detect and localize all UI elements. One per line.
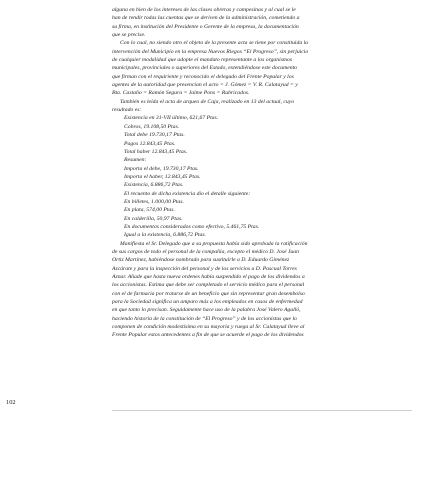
text-line: En plata, 574,00 Ptas. — [124, 207, 175, 214]
text-line: que se precise. — [112, 32, 146, 39]
text-line: han de rendir todas las cuentas que se deriven de la administración, cometiendo a — [112, 15, 300, 22]
text-line: Bta. Castaño = Ramón Segura = Jaime Pons = Rubricados. — [112, 90, 250, 97]
text-line: haciendo historia de la constitución de “El Progreso” y de los accionistas que lo — [112, 315, 297, 322]
body-text — [112, 6, 412, 340]
page-number: 102 — [6, 399, 16, 406]
text-line: Azcárate y para la inspección del personal y de los servicios a D. Pascual Torres — [112, 265, 297, 272]
text-line: alguna en bien de los intereses de las clases obreras y campesinas y al cual se le — [112, 7, 296, 13]
text-line: Total debe 19.730,17 Ptas. — [124, 132, 185, 139]
text-line: El recuento de dicha existencia dio el detalle siguiente: — [124, 190, 251, 197]
text-line: Con lo cual, no siendo otro el objeto de la presente acta se tiene por constituida la — [120, 40, 309, 47]
text-line: En calderilla, 50,97 Ptas. — [124, 215, 183, 222]
text-line: resultado es: — [112, 107, 142, 114]
text-line: También es leída el acta de arqueo de Caja, realizado en 13 del actual, cuyo — [120, 98, 295, 105]
text-line: en que tanto lo precisan. Seguidamente hace uso de la palabra José Valero Agulló, — [112, 307, 301, 314]
text-line: Existencia en 31-VII último, 621,67 Ptas. — [124, 115, 219, 122]
text-line: Importa el debe, 19.730,17 Ptas. — [124, 165, 199, 172]
text-line: Importa el haber, 12.843,45 Ptas. — [124, 173, 201, 180]
text-line: Aznar. Añade que hasta nueva ordenes había suspendido el pago de los dividendos a — [112, 274, 305, 280]
text-line: para la Sociedad significa un amparo más a los empleados en casos de enfermedad — [112, 299, 303, 306]
text-line: de cualquier modalidad que adopte el mandato representante a los organismos — [112, 57, 293, 64]
text-line: intervención del Municipio en la empresa Nuevos Riegos “El Progreso”, sin perjuicio — [112, 48, 309, 55]
text-line: con el de farmacia por tratarse de un beneficio que sin representar gran desembolso — [112, 290, 305, 297]
text-line: componen de condición modestísima en su mayoría y ruega al Sr. Calatayud lleve al — [112, 324, 305, 331]
text-line: En documentos considerados como efectivo, 5.461,75 Ptas. — [124, 223, 260, 230]
text-line: Total haber 12.843,45 Ptas. — [124, 148, 188, 155]
text-line: Cobros, 19.108,50 Ptas. — [124, 123, 180, 130]
text-line: Resumen: — [124, 157, 147, 164]
bottom-rule — [112, 410, 412, 411]
text-line: Igual a la existencia, 6.886,72 Ptas. — [124, 232, 206, 239]
text-line: que firman con el requiriente y reconocido el delegado del Frente Popular y los — [112, 73, 294, 80]
text-line: Existencia, 6.886,72 Ptas. — [124, 182, 184, 189]
text-line: municipales, provinciales o superiores del Estado, extendiéndose este documento — [112, 65, 298, 72]
text-line: Frente Popular estos antecedentes a fin de que se acuerde el pago de los dividendos — [112, 332, 304, 339]
text-line: Ortiz Martínez, habiéndose nombrado para sustituirle a D. Eduardo Giménez — [112, 257, 290, 264]
text-line: Pagos 12.843,45 Ptas. — [124, 140, 176, 147]
text-line: su firma, en institución del Presidente o Gerente de la empresa, la documentación — [112, 23, 299, 30]
text-line: de sus cargos de todo el personal de la compañía, excepto el médico D. José Juan — [112, 248, 299, 255]
text-line: En billetes, 1.000,00 Ptas. — [124, 198, 184, 205]
text-line: los accionistas. Estima que debe ser completado el servicio médico para el personal — [112, 282, 305, 289]
text-line: agentes de la autoridad que presencian el acto = J. Gómez = V. R. Calatayud = y — [112, 82, 298, 89]
text-line: Manifiesta el Sr. Delegado que a su propuesta había sido aprobada la ratificación — [120, 240, 308, 247]
